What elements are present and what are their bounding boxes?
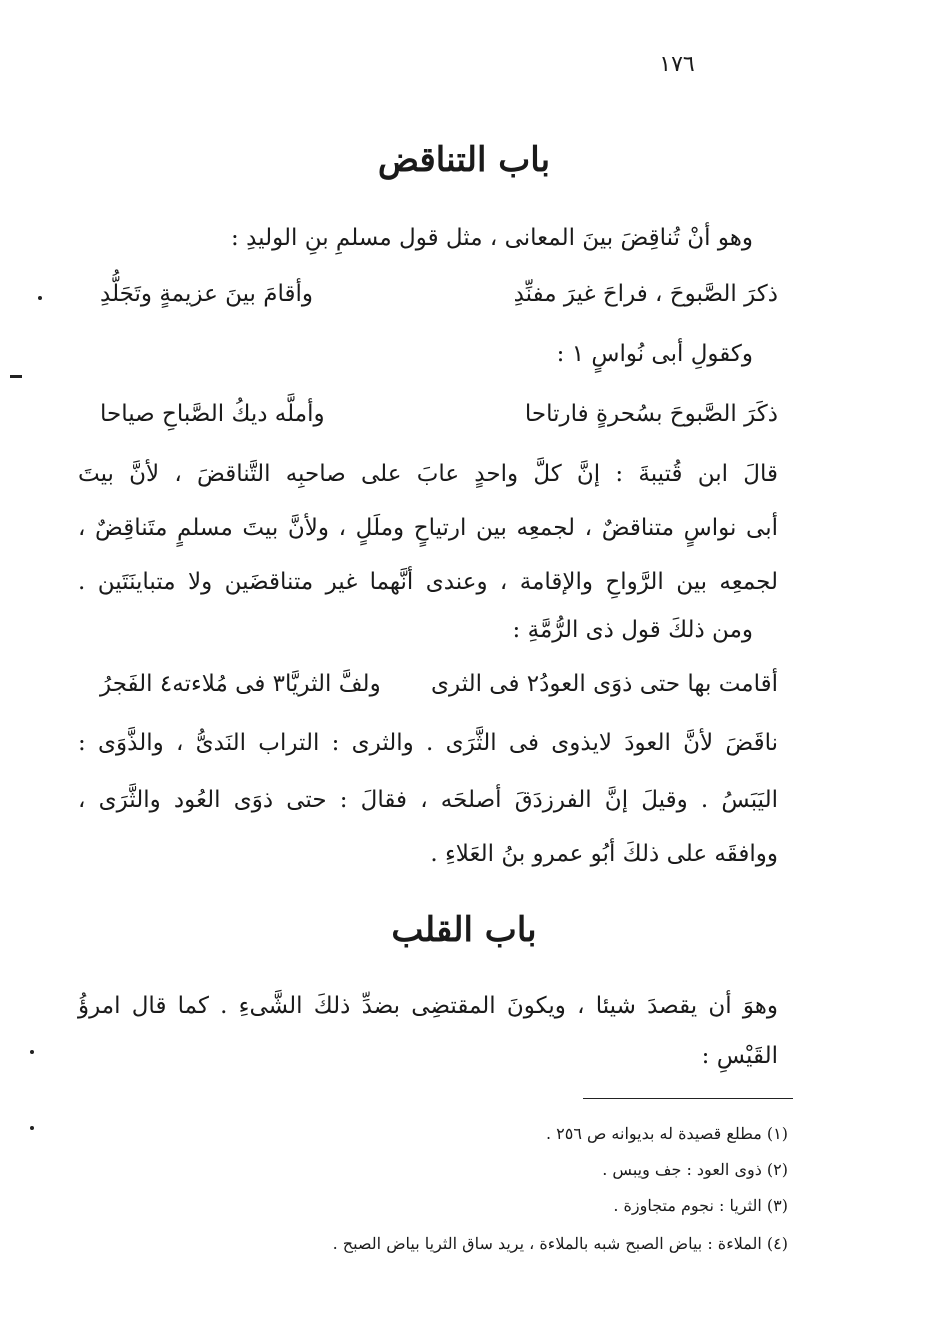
scan-speck xyxy=(38,296,42,300)
verse-1-hemistich-1: ذكرَ الصَّبوحَ ، فراحَ غيرَ مفنِّدِ xyxy=(513,281,778,307)
verse-2-hemistich-2: وأملَّه ديكُ الصَّباحِ صياحا xyxy=(100,401,325,427)
paragraph-2-line-1: ناقَضَ لأنَّ العودَ لايذوى فى الثَّرَى . والثرى : التراب النَدىُّ ، والذَّوَى : xyxy=(78,730,778,756)
scan-speck xyxy=(30,1126,34,1130)
paragraph-2-line-2: اليَبَسُ . وقيلَ إنَّ الفرزدَقَ أصلحَه ، فقالَ : حتى ذوَى العُود والثَّرَى ، xyxy=(78,787,778,813)
paragraph-1-line-1: قالَ ابن قُتيبةَ : إنَّ كلَّ واحدٍ عابَ على صاحبِه التَّناقضَ ، لأنَّ بيتَ xyxy=(78,461,778,487)
section-title-inversion: باب القلب xyxy=(391,910,537,950)
paragraph-3-line-2: القَيْسِ : xyxy=(701,1043,778,1069)
paragraph-1-line-3: لجمعِه بين الرَّواحِ والإقامة ، وعندى أنَّهما غير متناقضَين ولا متباينَتَين . xyxy=(78,569,778,595)
section-title-contradiction: باب التناقض xyxy=(377,140,551,180)
footnote-divider xyxy=(583,1098,793,1099)
scan-speck xyxy=(30,1050,34,1054)
verse-1-hemistich-2: وأقامَ بينَ عزيمةٍ وتَجَلُّدِ xyxy=(100,281,314,307)
footnote-4: (٤) الملاءة : بياض الصبح شبه بالملاءة ، يريد ساق الثريا بياض الصبح . xyxy=(332,1234,788,1253)
paragraph-3-line-1: وهوَ أن يقصدَ شيئا ، ويكونَ المقتضِى بضدِّ ذلكَ الشَّىءِ . كما قال امرؤُ xyxy=(78,993,778,1019)
intro-line-2: وكقولِ أبى نُواسٍ ١ : xyxy=(556,341,753,367)
intro-line-3: ومن ذلكَ قول ذى الرُّمَّةِ : xyxy=(512,617,753,643)
verse-3-hemistich-1: أقامت بها حتى ذوَى العودُ٢ فى الثرى xyxy=(430,671,778,697)
footnote-2: (٢) ذوى العود : جف ويبس . xyxy=(602,1160,788,1179)
verse-2-hemistich-1: ذكَرَ الصَّبوحَ بسُحرةٍ فارتاحا xyxy=(524,401,778,427)
scan-mark xyxy=(10,375,22,378)
verse-3-hemistich-2: ولفَّ الثريَّا٣ فى مُلاءته٤ الفَجرُ xyxy=(100,671,381,697)
footnote-3: (٣) الثريا : نجوم متجاوزة . xyxy=(613,1196,788,1215)
page-number: ١٧٦ xyxy=(659,52,695,77)
paragraph-2-line-3: ووافقَه على ذلكَ أبُو عمرو بنُ العَلاءِ . xyxy=(430,841,778,867)
footnote-1: (١) مطلع قصيدة له بديوانه ص ٢٥٦ . xyxy=(545,1124,788,1143)
paragraph-1-line-2: أبى نواسٍ متناقضٌ ، لجمعِه بين ارتياحٍ وملَلٍ ، ولأنَّ بيتَ مسلمٍ متَناقِضٌ ، xyxy=(78,515,778,541)
intro-line-1: وهو أنْ تُناقِضَ بينَ المعانى ، مثل قول مسلمِ بنِ الوليدِ : xyxy=(231,225,753,251)
